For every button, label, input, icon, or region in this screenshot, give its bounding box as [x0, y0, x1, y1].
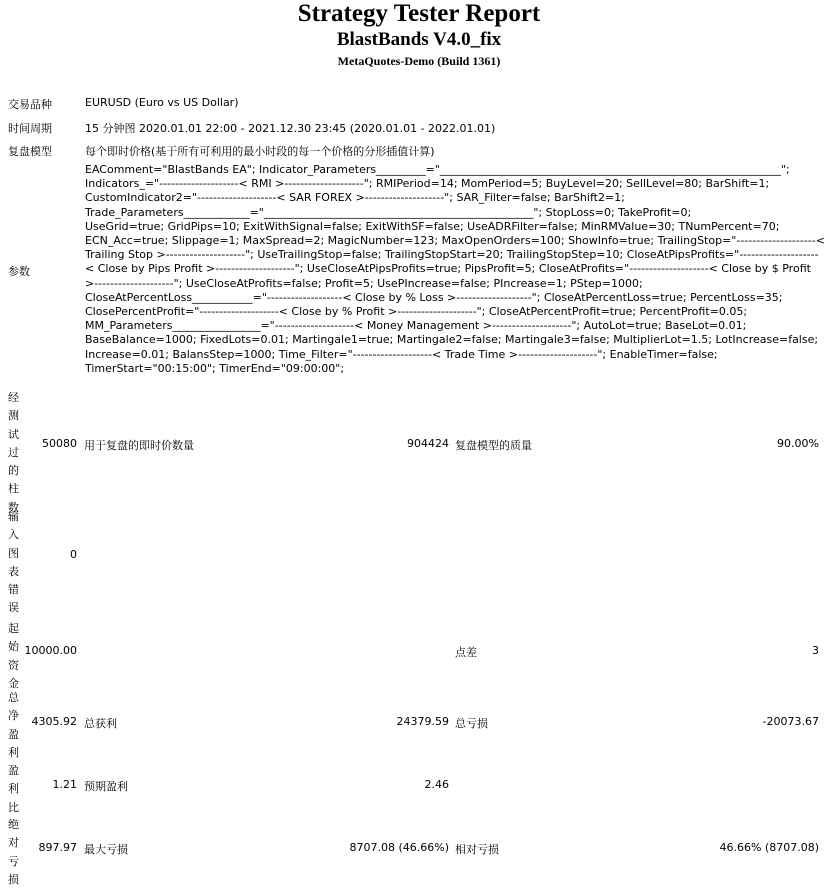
param-line: BaseBalance=1000; FixedLots=0.01; Martingale1=true; Martingale2=false; Martingale3=false; MultiplierLot=1.5; LotIncrease=false; [85, 333, 819, 347]
period-value: 15 分钟图 2020.01.01 22:00 - 2021.12.30 23:45 (2020.01.01 - 2022.01.01) [85, 122, 496, 135]
report-title: Strategy Tester Report [297, 0, 541, 27]
profit-factor-label: 盈利比 [8, 764, 19, 814]
gross-loss-label: 总亏损 [455, 717, 488, 730]
abs-drawdown-label: 绝对亏损 [8, 818, 19, 886]
param-line: ECN_Acc=true; Slippage=1; MaxSpread=2; MagicNumber=123; MaxOpenOrders=100; ShowInfo=true; TrailingStop="--------------------< [85, 234, 825, 248]
param-line: EAComment="BlastBands EA"; Indicator_Parameters_________="______________________________________________________________"; [85, 163, 790, 176]
report-header [0, 0, 838, 69]
rel-drawdown-value: 46.66% (8707.08) [719, 841, 819, 854]
gross-profit-label: 总获利 [84, 717, 117, 730]
param-line: Trailing Stop >--------------------"; UseTrailingStop=false; TrailingStopStart=20; TrailingStopStep=10; CloseAtPipsProfits="-------------------- [85, 248, 819, 262]
model-label: 复盘模型 [8, 145, 52, 158]
errors-label: 输入图表错误 [8, 510, 19, 615]
param-line: CustomIndicator2="--------------------< SAR FOREX >--------------------"; SAR_Filter=false; BarShift2=1; [85, 191, 625, 205]
spread-label: 点差 [455, 646, 477, 659]
gross-profit-value: 24379.59 [396, 715, 449, 728]
param-line: Increase=0.01; BalansStep=1000; Time_Filter="--------------------< Trade Time >--------------------"; EnableTimer=false; [85, 347, 718, 361]
symbol-value: EURUSD (Euro vs US Dollar) [85, 96, 239, 109]
model-value: 每个即时价格(基于所有可利用的最小时段的每一个价格的分形插值计算) [85, 145, 435, 158]
abs-drawdown-value: 897.97 [38, 841, 77, 854]
param-line: CloseAtPercentLoss___________="-------------------< Close by % Loss >-------------------"; CloseAtPercentLoss=true; PercentLoss=35; [85, 290, 783, 304]
rel-drawdown-label: 相对亏损 [455, 843, 499, 856]
period-label: 时间周期 [8, 122, 52, 135]
parameters-block [85, 163, 825, 376]
expected-payoff-value: 2.46 [424, 778, 449, 791]
deposit-label: 起始资金 [8, 622, 19, 690]
quality-label: 复盘模型的质量 [455, 439, 532, 452]
param-line: TimerStart="00:15:00"; TimerEnd="09:00:00"; [85, 361, 345, 375]
param-line: UseGrid=true; GridPips=10; ExitWithSignal=false; ExitWithSF=false; UseADRFilter=false; MinRMValue=30; TNumPercent=70; [85, 219, 780, 233]
profit-factor-value: 1.21 [52, 778, 77, 791]
params-label: 参数 [8, 265, 30, 278]
param-line: ClosePercentProfit="--------------------< Close by % Profit >--------------------"; CloseAtPercentProfit=true; PercentProfit=0.05; [85, 305, 748, 319]
net-profit-label: 总净盈利 [8, 691, 19, 759]
param-line: MM_Parameters________________="--------------------< Money Management >--------------------"; AutoLot=true; BaseLot=0.01; [85, 319, 747, 333]
deposit-value: 10000.00 [24, 644, 77, 657]
bars-value: 50080 [42, 437, 77, 450]
ticks-label: 用于复盘的即时价数量 [84, 439, 194, 452]
net-profit-value: 4305.92 [31, 715, 77, 728]
expert-name: BlastBands V4.0_fix [336, 29, 502, 50]
gross-loss-value: -20073.67 [762, 715, 819, 728]
quality-value: 90.00% [777, 437, 819, 450]
max-drawdown-value: 8707.08 (46.66%) [349, 841, 449, 854]
spread-value: 3 [812, 644, 819, 657]
bars-label: 经测试过的柱数 [8, 391, 19, 514]
ticks-value: 904424 [407, 437, 449, 450]
expected-payoff-label: 预期盈利 [84, 780, 128, 793]
param-line: Trade_Parameters____________="_________________________________________________"; StopLoss=0; TakeProfit=0; [85, 205, 692, 219]
symbol-label: 交易品种 [8, 98, 52, 111]
errors-value: 0 [70, 548, 77, 561]
param-line: >--------------------"; UseCloseAtProfits=false; Profit=5; UsePIncrease=false; PIncrease=1; PStep=1000; [85, 276, 643, 290]
param-line: < Close by Pips Profit >--------------------"; UseCloseAtPipsProfits=true; PipsProfit=5; CloseAtProfits="--------------------< Close by $ Profit [85, 262, 811, 276]
server-build: MetaQuotes-Demo (Build 1361) [337, 54, 501, 68]
param-line: Indicators_="--------------------< RMI >--------------------"; RMIPeriod=14; MomPeriod=5; BuyLevel=20; SellLevel=80; BarShift=1; [85, 177, 770, 191]
max-drawdown-label: 最大亏损 [84, 843, 128, 856]
